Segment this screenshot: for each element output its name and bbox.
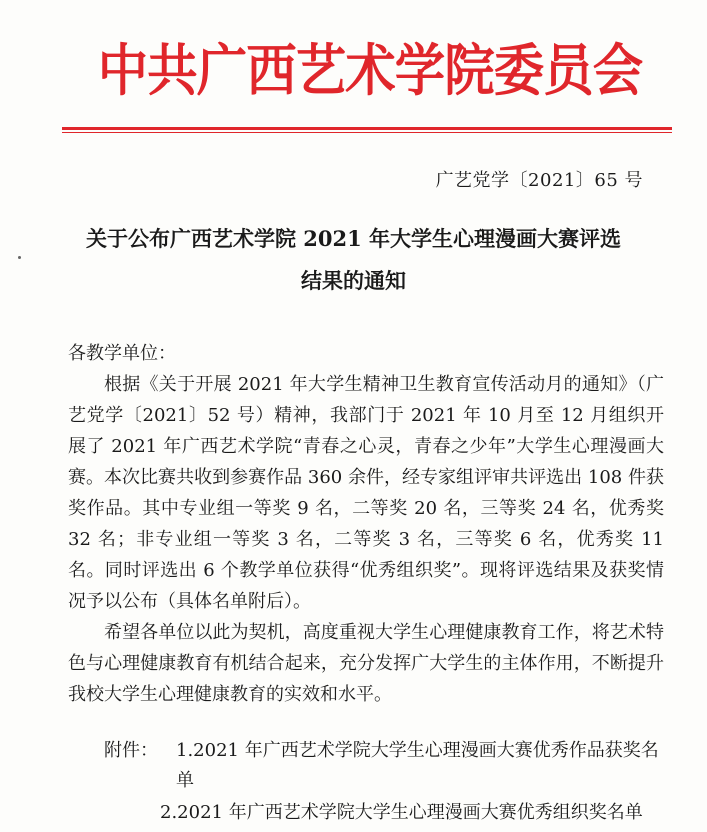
attachments-label: 附件：: [104, 740, 158, 761]
title-line-2: 结果的通知: [301, 268, 406, 293]
letterhead-rule-thin: [62, 132, 672, 133]
attachment-item-1: 1.2021 年广西艺术学院大学生心理漫画大赛优秀作品获奖名单: [176, 740, 659, 791]
attachment-item-2: 2.2021 年广西艺术学院大学生心理漫画大赛优秀组织奖名单: [160, 802, 643, 823]
document-number: 广艺党学〔2021〕65 号: [435, 170, 643, 191]
letterhead-rule-thick: [62, 127, 672, 130]
salutation: 各教学单位：: [68, 343, 176, 364]
title-line-1: 关于公布广西艺术学院 2021 年大学生心理漫画大赛评选: [85, 226, 622, 251]
document-body: [68, 338, 664, 710]
letterhead-title: 中共广西艺术学院委员会: [97, 39, 643, 104]
paragraph-2: 希望各单位以此为契机，高度重视大学生心理健康教育工作，将艺术特色与心理健康教育有机结合起来，充分发挥广大学生的主体作用，不断提升我校大学生心理健康教育的实效和水平。: [68, 622, 664, 705]
document-title: [40, 218, 667, 302]
scan-speck: [18, 256, 21, 259]
paragraph-1: 根据《关于开展 2021 年大学生精神卫生教育宣传活动月的通知》（广艺党学〔2021〕52 号）精神，我部门于 2021 年 10 月至 12 月组织开展了 2021 年广西艺术学院“青春之心灵，青春之少年”大学生心理漫画大赛。本次比赛共收到参赛作品 360 余件，经专家组评审共评选出 108 件获奖作品。其中专业组一等奖 9 名，二等奖 20 名，三等奖 24 名，优秀奖 32 名；非专业组一等奖 3 名，二等奖 3 名，三等奖 6 名，优秀奖 11 名。同时评选出 6 个教学单位获得“优秀组织奖”。现将评选结果及获奖情况予以公布（具体名单附后）。: [68, 374, 664, 612]
